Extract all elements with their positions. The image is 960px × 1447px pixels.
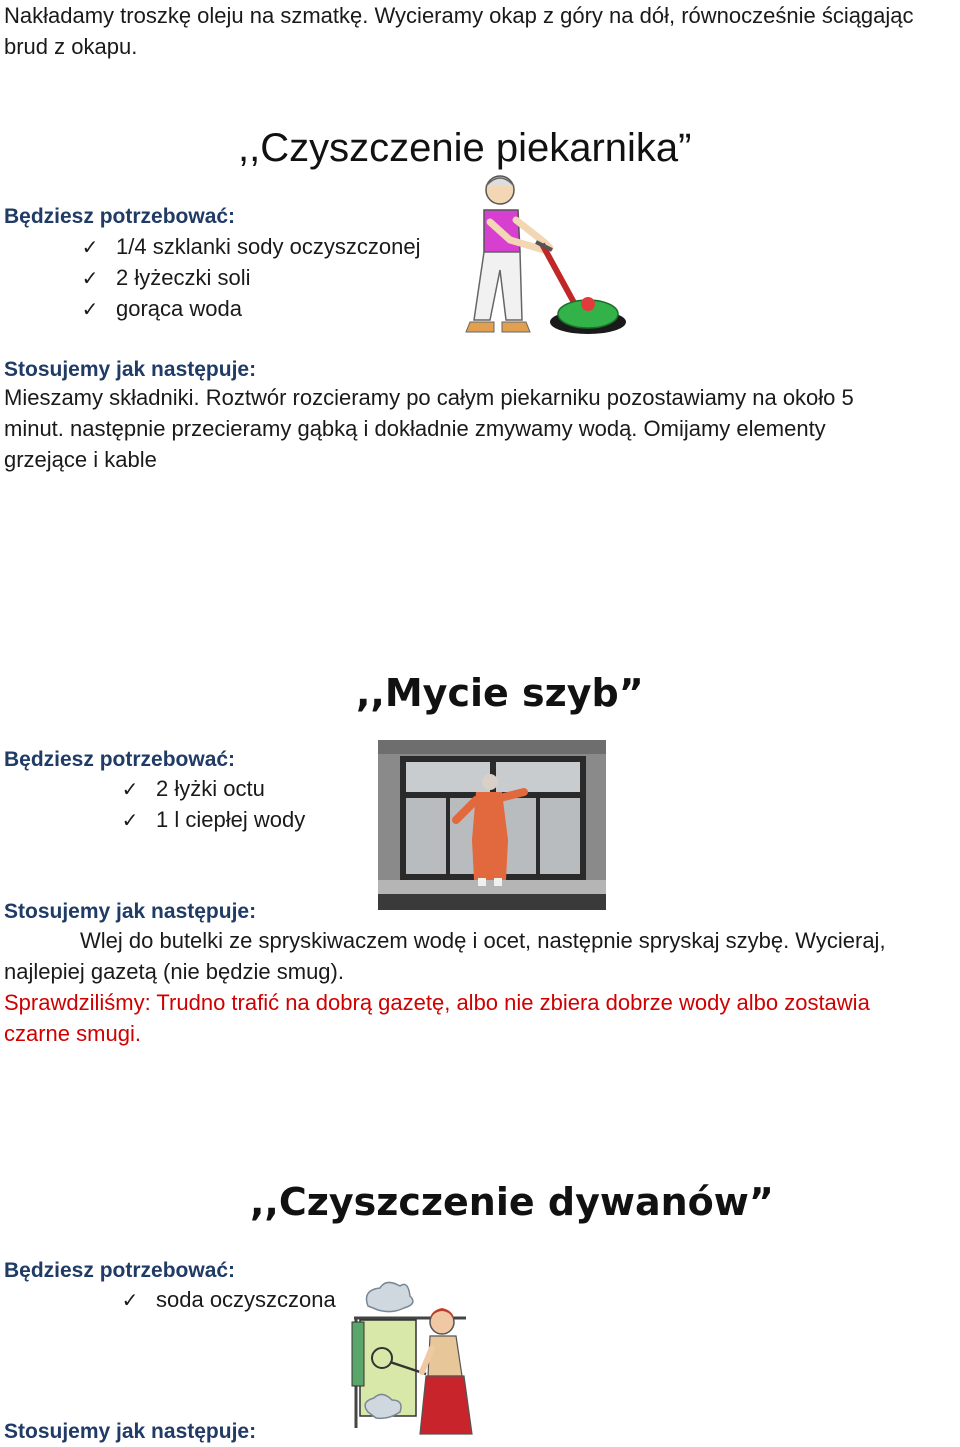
list-item: ✓ 1/4 szklanki sody oczyszczonej [78,231,420,264]
list-item: ✓ 1 l ciepłej wody [118,804,305,837]
method-label-oven: Stosujemy jak następuje: [4,358,257,381]
list-item: ✓ soda oczyszczona [118,1284,336,1317]
checkmark-icon: ✓ [121,779,139,801]
checkmark-icon: ✓ [121,810,139,832]
list-item: ✓ 2 łyżki octu [118,773,265,806]
needs-label-windows: Będziesz potrzebować: [4,748,236,771]
needs-label-oven: Będziesz potrzebować: [4,205,236,228]
method-label-carpets: Stosujemy jak następuje: [4,1420,257,1443]
checkmark-icon: ✓ [81,268,99,290]
method-line: najlepiej gazetą (nie będzie smug). [4,959,344,984]
floor-polisher-clipart [460,170,630,348]
section-title-carpets: ,,Czyszczenie dywanów” [250,1180,774,1224]
tested-note: czarne smugi. [4,1021,141,1046]
section-title-windows: ,,Mycie szyb” [356,671,644,715]
method-line: Wlej do butelki ze spryskiwaczem wodę i ocet, następnie spryskaj szybę. Wycieraj, [80,928,886,953]
checkmark-icon: ✓ [81,237,99,259]
intro-line-2: brud z okapu. [4,34,138,59]
checkmark-icon: ✓ [81,299,99,321]
section-title-oven: ,,Czyszczenie piekarnika” [238,126,692,170]
list-item: ✓ 2 łyżeczki soli [78,262,250,295]
list-item: ✓ gorąca woda [78,293,242,326]
method-label-windows: Stosujemy jak następuje: [4,900,257,923]
method-line: grzejące i kable [4,447,157,472]
carpet-beating-clipart [348,1278,478,1438]
needs-label-carpets: Będziesz potrzebować: [4,1259,236,1282]
window-cleaning-photo [378,740,606,910]
tested-note: Sprawdziliśmy: Trudno trafić na dobrą gazetę, albo nie zbiera dobrze wody albo zostawia [4,990,870,1015]
intro-line-1: Nakładamy troszkę oleju na szmatkę. Wycieramy okap z góry na dół, równocześnie ściągając [4,3,914,28]
method-line: Mieszamy składniki. Roztwór rozcieramy po całym piekarniku pozostawiamy na około 5 [4,385,854,410]
method-line: minut. następnie przecieramy gąbką i dokładnie zmywamy wodą. Omijamy elementy [4,416,826,441]
checkmark-icon: ✓ [121,1290,139,1312]
